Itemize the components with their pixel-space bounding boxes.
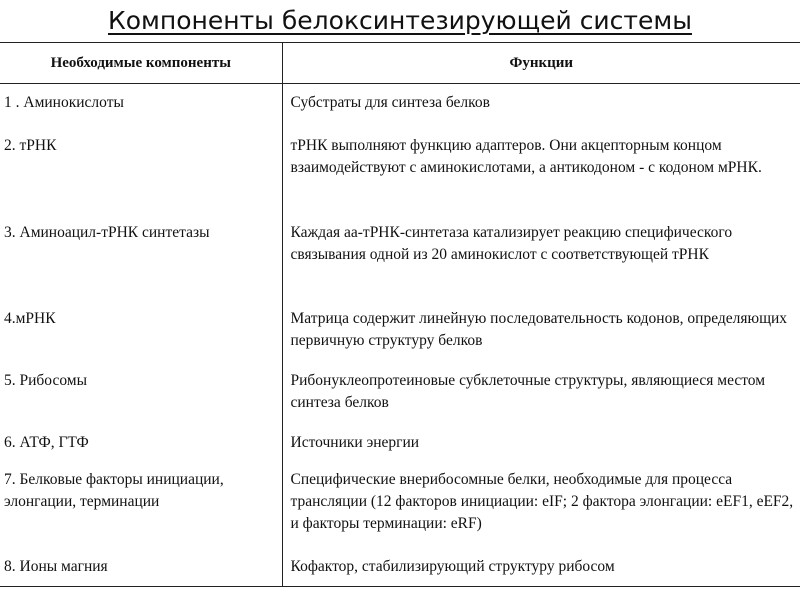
function-cell: Субстраты для синтеза белков <box>290 94 490 111</box>
component-cell: 6. АТФ, ГТФ <box>0 424 282 461</box>
page-title <box>0 4 800 38</box>
function-cell: Каждая аа-тРНК-синтетаза катализирует реакцию специфического связывания одной из 20 аминокислот с соответствующей тРНК <box>290 223 733 263</box>
function-cell: Матрица содержит линейную последовательность кодонов, определяющих первичную структуру белков <box>290 309 788 349</box>
components-table <box>0 42 800 587</box>
table-row <box>0 300 800 362</box>
component-cell: 4.мРНК <box>0 300 282 362</box>
function-cell: Рибонуклеопротеиновые субклеточные структуры, являющиеся местом синтеза белков <box>290 371 766 411</box>
table-row <box>0 424 800 461</box>
table-row <box>0 548 800 587</box>
function-cell: тРНК выполняют функцию адаптеров. Они акцепторным концом взаимодействуют с аминокислотами, а антикодоном - с кодоном мРНК. <box>290 136 762 176</box>
component-cell: 8. Ионы магния <box>0 548 282 587</box>
component-cell: 2. тРНК <box>0 127 282 214</box>
table-row <box>0 461 800 548</box>
table-row <box>0 214 800 300</box>
table-row <box>0 362 800 424</box>
component-cell: 7. Белковые факторы инициации, элонгации, терминации <box>0 461 282 548</box>
function-cell: Источники энергии <box>290 433 420 451</box>
table-row <box>0 84 800 127</box>
function-cell: Кофактор, стабилизирующий структуру рибосом <box>282 548 800 587</box>
table-row <box>0 127 800 214</box>
component-cell: 5. Рибосомы <box>0 362 282 424</box>
table-header-row <box>0 43 800 84</box>
page-title-text: Компоненты белоксинтезирующей системы <box>108 6 692 35</box>
header-functions: Функции <box>282 43 800 84</box>
component-cell: 1 . Аминокислоты <box>0 84 282 127</box>
function-cell: Специфические внерибосомные белки, необходимые для процесса трансляции (12 факторов инициации: eIF; 2 фактора элонгации: eEF1, eEF2, и факторы терминации: eRF) <box>290 470 794 532</box>
header-components: Необходимые компоненты <box>0 43 282 84</box>
component-cell: 3. Аминоацил-тРНК синтетазы <box>0 214 282 300</box>
